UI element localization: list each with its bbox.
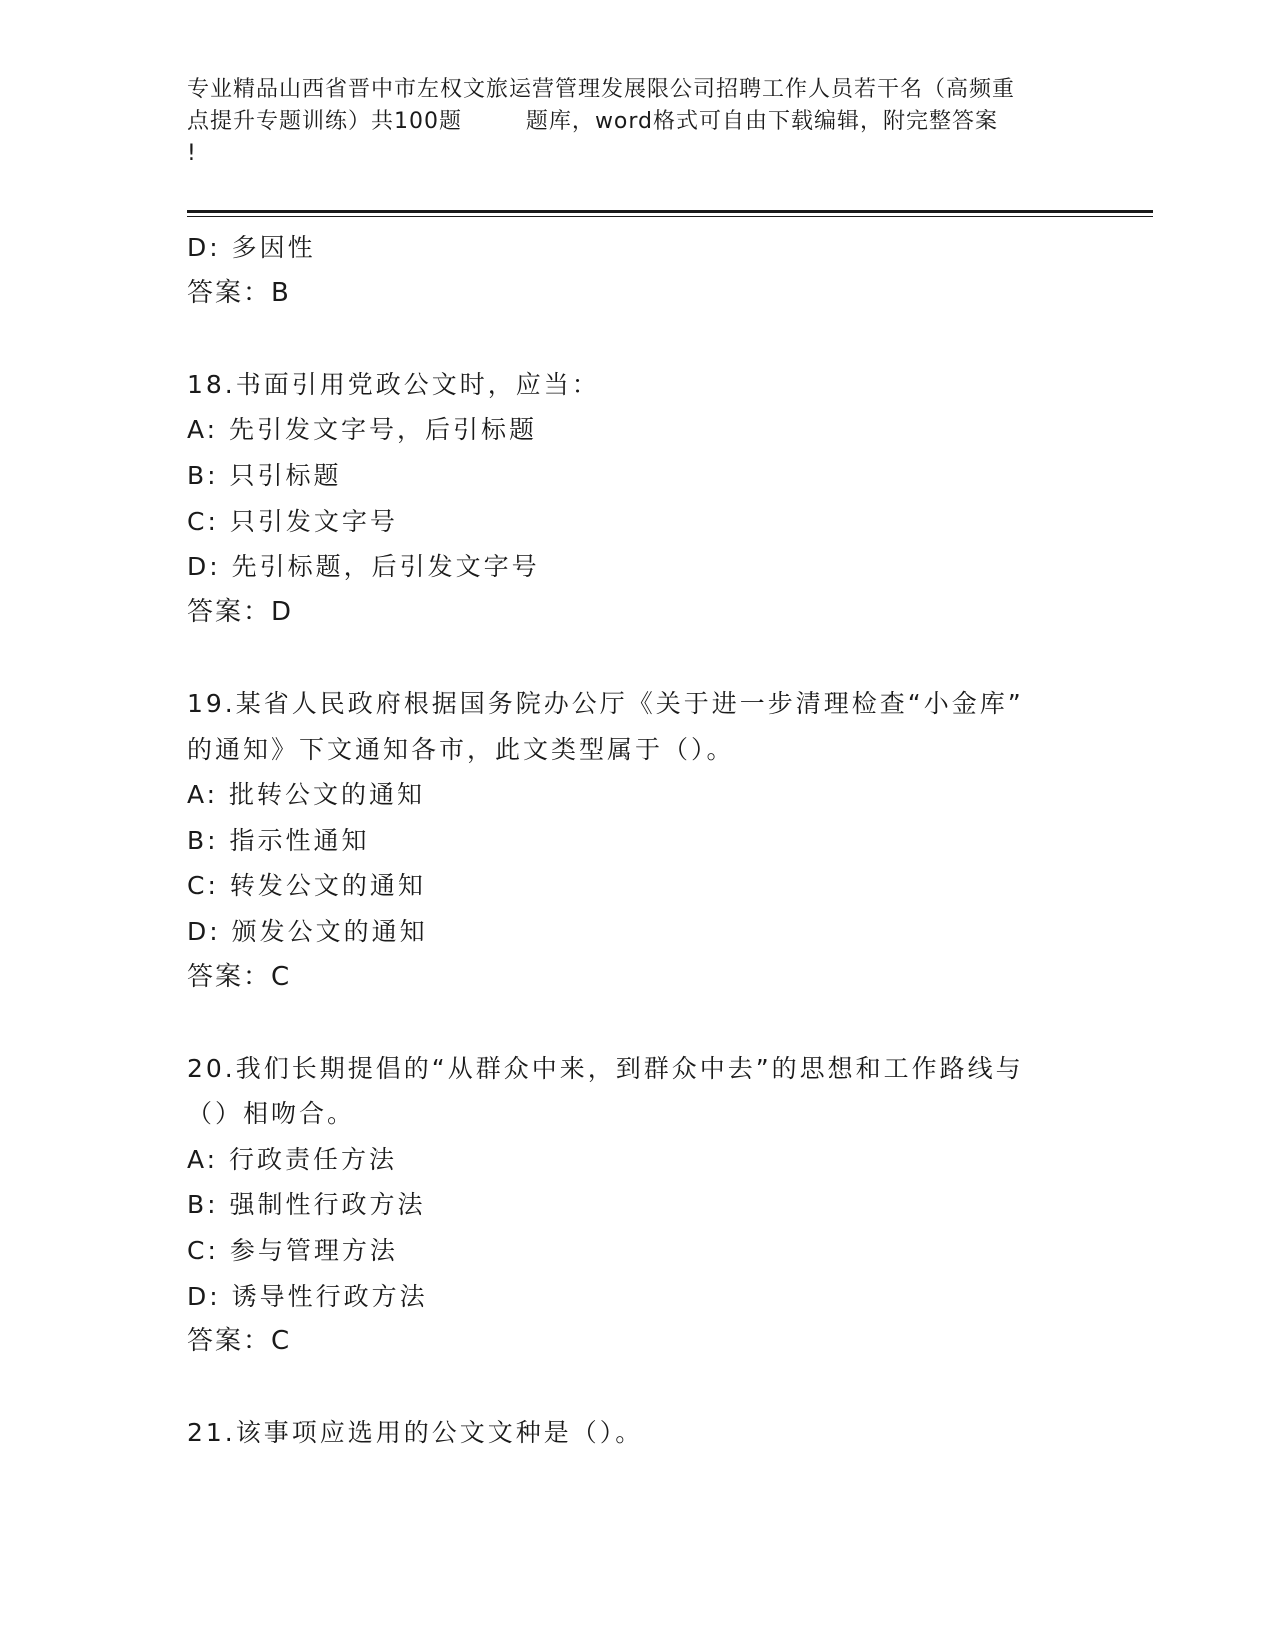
header-line-2: 点提升专题训练）共100题 题库，word格式可自由下载编辑，附完整答案 [187,109,999,134]
answer-line: 答案：B [187,277,291,308]
option-d: D: 颁发公文的通知 [187,916,428,946]
option-c: C: 参与管理方法 [187,1236,398,1266]
question-list [187,225,1087,1456]
question-stem-20: 20.我们长期提倡的“从群众中来，到群众中去”的思想和工作路线与 [187,1053,1024,1083]
spacer [187,316,1087,362]
question-stem-21: 21.该事项应选用的公文文种是（）。 [187,1418,644,1448]
option-a: A: 批转公文的通知 [187,780,426,810]
option-d: D: 诱导性行政方法 [187,1281,428,1311]
option-b: B: 只引标题 [187,460,342,490]
question-stem-20-cont: （）相吻合。 [187,1099,356,1129]
answer-line: 答案：C [187,961,292,992]
option-b: B: 指示性通知 [187,825,370,855]
header-divider-thin [187,216,1153,217]
document-header [187,74,1087,170]
option-a: A: 先引发文字号，后引标题 [187,415,538,445]
spacer [187,635,1087,681]
option-d: D: 先引标题，后引发文字号 [187,552,540,582]
answer-line: 答案：D [187,596,294,627]
spacer [187,1365,1087,1411]
header-line-1: 专业精品山西省晋中市左权文旅运营管理发展限公司招聘工作人员若干名（高频重 [187,77,1016,102]
question-stem-18: 18.书面引用党政公文时，应当： [187,369,600,399]
question-stem-19-cont: 的通知》下文通知各市，此文类型属于（）。 [187,734,735,764]
option-c: C: 转发公文的通知 [187,871,426,901]
spacer [187,1000,1087,1046]
header-line-3: ! [187,141,197,166]
option-b: B: 强制性行政方法 [187,1190,426,1220]
option-c: C: 只引发文字号 [187,506,398,536]
header-divider-thick [187,210,1153,213]
option-a: A: 行政责任方法 [187,1144,398,1174]
option-d: D: 多因性 [187,233,316,262]
answer-line: 答案：C [187,1326,292,1357]
question-stem-19: 19.某省人民政府根据国务院办公厅《关于进一步清理检查“小金库” [187,688,1024,718]
